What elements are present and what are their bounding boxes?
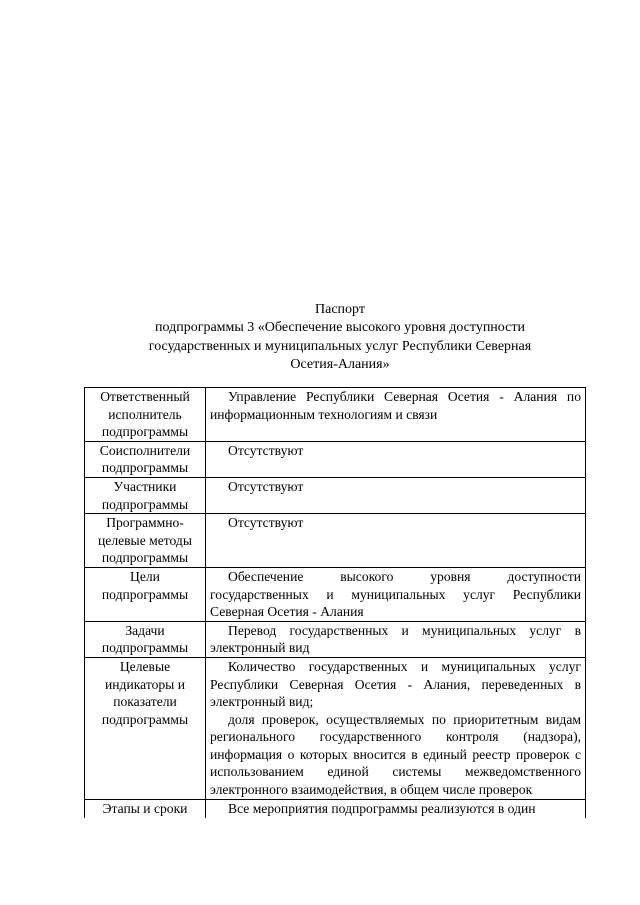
- table-row-stages: [85, 799, 586, 818]
- table-row-target-methods: [85, 514, 586, 568]
- passport-table: [84, 387, 586, 818]
- table-row-tasks: [85, 621, 586, 657]
- row-label: Цели подпрограммы: [85, 567, 206, 621]
- document-title: [100, 301, 580, 375]
- title-line: государственных и муниципальных услуг Республики Северная: [148, 338, 532, 354]
- row-value: Отсутствуют: [206, 477, 586, 513]
- table-row-indicators: [85, 657, 586, 799]
- row-value: Перевод государственных и муниципальных услуг в электронный вид: [206, 621, 586, 657]
- row-value: Отсутствуют: [206, 514, 586, 568]
- row-label: Соисполнители подпрограммы: [85, 441, 206, 477]
- row-label: Программно- целевые методы подпрограммы: [85, 514, 206, 568]
- row-value: Управление Республики Северная Осетия - Алания по информационным технологиям и связи: [206, 388, 586, 442]
- row-label: Задачи подпрограммы: [85, 621, 206, 657]
- table-row-goals: [85, 567, 586, 621]
- row-label: Участники подпрограммы: [85, 477, 206, 513]
- row-label: Этапы и сроки: [85, 799, 206, 818]
- row-value: Все мероприятия подпрограммы реализуются в один: [206, 799, 586, 818]
- table-row-co-executors: [85, 441, 586, 477]
- row-value: Количество государственных и муниципальных услуг Республики Северная Осетия - Алания, переведенных в электронный вид; доля проверок, осуществляемых по приоритетным видам регионального государственного контроля (надзора), информация о которых вносится в единый реестр проверок с использованием единой системы межведомственного электронного взаимодействия, в общем числе проверок: [206, 657, 586, 799]
- row-label: Ответственный исполнитель подпрограммы: [85, 388, 206, 442]
- table-row-participants: [85, 477, 586, 513]
- title-line: Осетия-Алания»: [290, 357, 390, 373]
- row-value: Обеспечение высокого уровня доступности государственных и муниципальных услуг Республики Северная Осетия - Алания: [206, 567, 586, 621]
- title-line: подпрограммы 3 «Обеспечение высокого уровня доступности: [155, 320, 525, 336]
- row-label: Целевые индикаторы и показатели подпрограммы: [85, 657, 206, 799]
- title-line: Паспорт: [315, 302, 365, 317]
- row-value: Отсутствуют: [206, 441, 586, 477]
- table-row-responsible-executor: [85, 388, 586, 442]
